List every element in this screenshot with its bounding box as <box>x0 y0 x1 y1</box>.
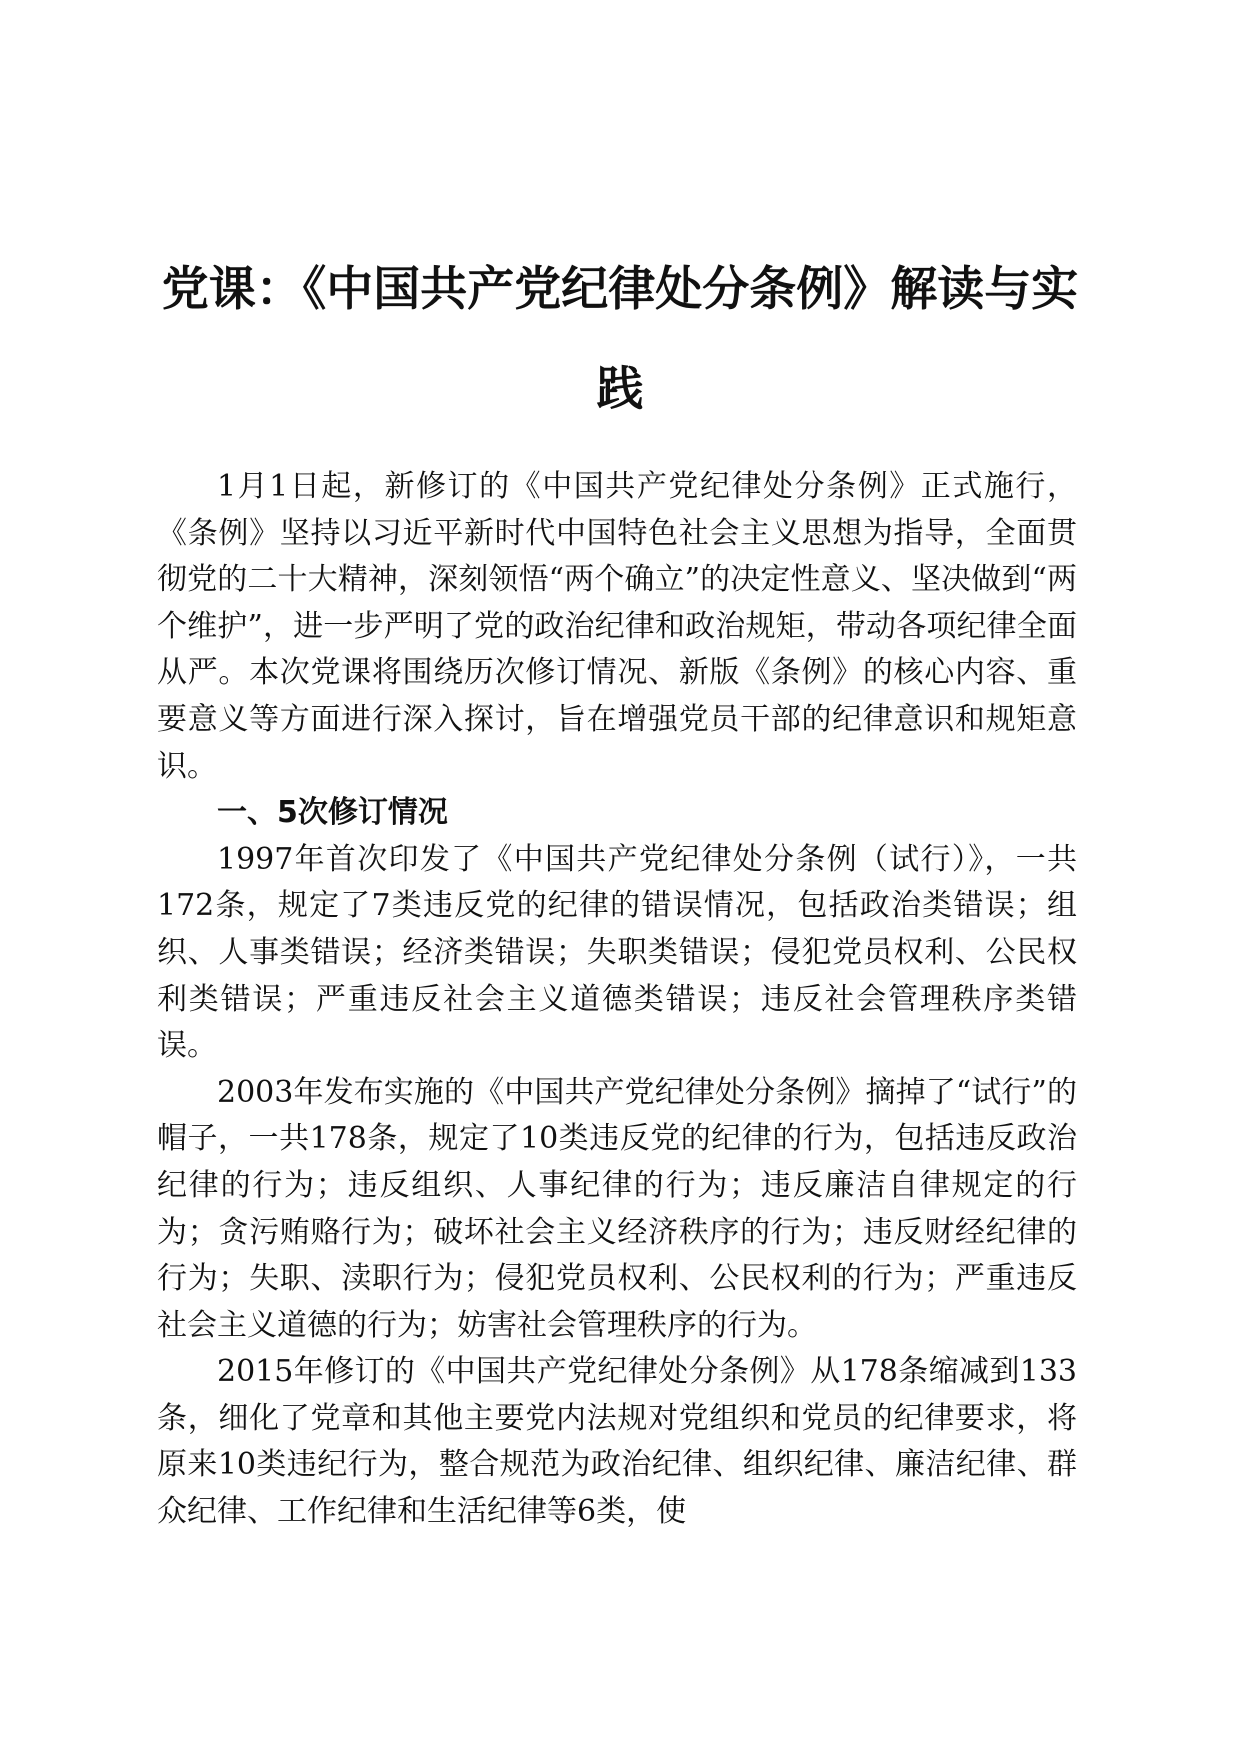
paragraph-2015: 2015年修订的《中国共产党纪律处分条例》从178条缩减到133条，细化了党章和其他主要党内法规对党组织和党员的纪律要求，将原来10类违纪行为，整合规范为政治纪律、组织纪律、廉洁纪律、群众纪律、工作纪律和生活纪律等6类，使 <box>157 1354 1077 1530</box>
section-heading-revisions: 一、5次修订情况 <box>217 795 448 831</box>
paragraph-2003: 2003年发布实施的《中国共产党纪律处分条例》摘掉了“试行”的帽子，一共178条，规定了10类违反党的纪律的行为，包括违反政治纪律的行为；违反组织、人事纪律的行为；违反廉洁自律规定的行为；贪污贿赂行为；破坏社会主义经济秩序的行为；违反财经纪律的行为；失职、渎职行为；侵犯党员权利、公民权利的行为；严重违反社会主义道德的行为；妨害社会管理秩序的行为。 <box>157 1074 1077 1343</box>
intro-paragraph: 1月1日起，新修订的《中国共产党纪律处分条例》正式施行，《条例》坚持以习近平新时代中国特色社会主义思想为指导，全面贯彻党的二十大精神，深刻领悟“两个确立”的决定性意义、坚决做到“两个维护”，进一步严明了党的政治纪律和政治规矩，带动各项纪律全面从严。本次党课将围绕历次修订情况、新版《条例》的核心内容、重要意义等方面进行深入探讨，旨在增强党员干部的纪律意识和规矩意识。 <box>157 469 1077 784</box>
paragraph-1997: 1997年首次印发了《中国共产党纪律处分条例（试行）》，一共172条，规定了7类违反党的纪律的错误情况，包括政治类错误；组织、人事类错误；经济类错误；失职类错误；侵犯党员权利、公民权利类错误；严重违反社会主义道德类错误；违反社会管理秩序类错误。 <box>157 841 1077 1064</box>
document-title: 党课：《中国共产党纪律处分条例》解读与实践 <box>161 262 1079 417</box>
document-body <box>157 464 1077 1536</box>
